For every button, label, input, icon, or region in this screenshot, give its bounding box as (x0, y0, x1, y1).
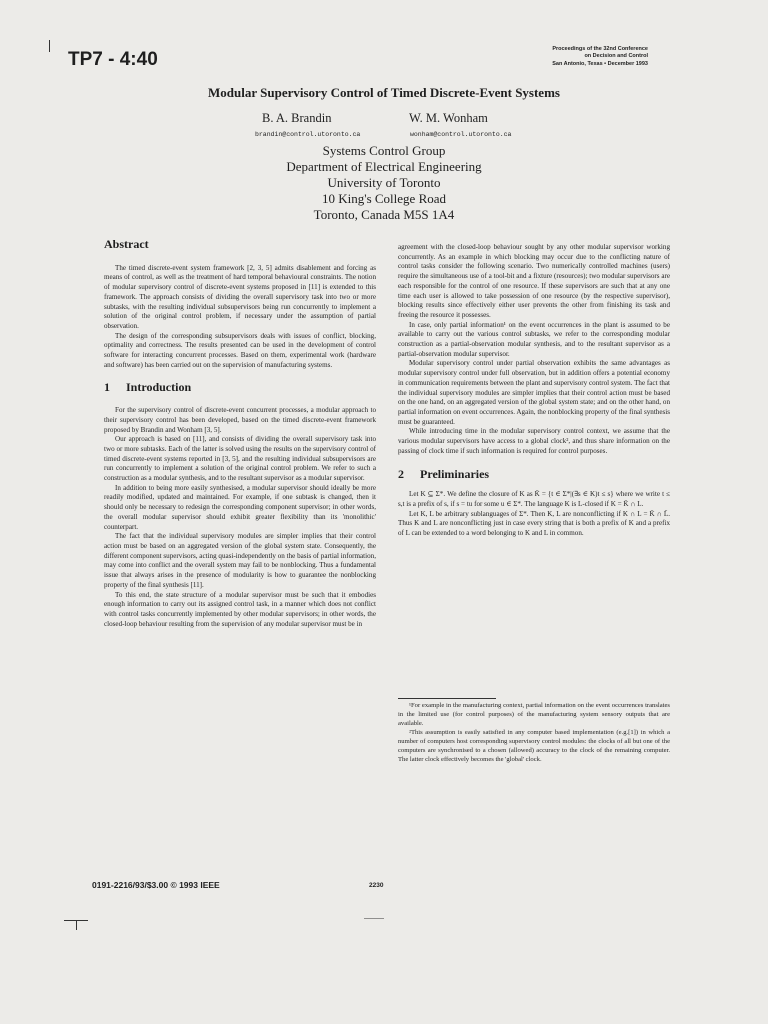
footnote: ¹For example in the manufacturing context, partial information on the event occurrences translates in the limited use (for control purposes) of the manufacturing system sensory outputs that are available. (398, 702, 670, 727)
author-email: brandin@control.utoronto.ca (255, 131, 361, 138)
left-column (104, 237, 376, 629)
body-paragraph: In case, only partial information¹ on the event occurrences in the plant is assumed to be available to carry out the various control subtasks, we refer to the corresponding modular construction as a partial-observation modular synthesis, and to the resultant supervisor as a partial-observation modular supervisor. (398, 320, 670, 358)
scan-mark (49, 40, 50, 52)
affiliation-line: Systems Control Group (322, 143, 446, 158)
footnote: ²This assumption is easily satisfied in any computer based implementation (e.g.[1]) in which a number of computers host corresponding supervisory control modules: the clocks of all but one of the computers are synchronised to a chosen (allowed) accuracy to the clock of the remaining computer. The latter clock effectively becomes the 'global' clock. (398, 729, 670, 763)
scan-mark (76, 921, 77, 930)
body-paragraph: To this end, the state structure of a modular supervisor must be such that it embodies enough information to carry out its assigned control task, in a manner which does not conflict with control tasks concurrently implemented by other modular supervisors; in other words, the closed-loop behaviour resulting from the supervision of any modular supervisor must be in (104, 590, 376, 628)
page-number: 2230 (369, 882, 384, 889)
body-paragraph: Modular supervisory control under partial observation exhibits the same advantages as modular supervisory control under full observation, but in addition offers a potential economy in communication requirements between the plant and supervisory control system. The fact that the individual supervisory modules are simpler implies that their control action must be based on the one hand, on an aggregated version of the global system state; and on the other hand, on partial information on event occurrences. Again, the nonblocking property of the final synthesis must be guaranteed. (398, 359, 670, 426)
section-title: Preliminaries (420, 467, 490, 482)
author-name: B. A. Brandin (262, 111, 332, 125)
proceedings-line: Proceedings of the 32nd Conference (552, 46, 648, 52)
affiliation-line: University of Toronto (327, 175, 441, 190)
body-paragraph: Our approach is based on [11], and consists of dividing the overall supervisory task into two or more subtasks. Each of the latter is solved using the results on the supervisory control of timed discrete-event systems reported in [3, 5], and the resulting individual subsupervisors are run concurrently to implement a solution of the original control problem. We refer to such a construction as a modular synthesis, and to the resultant supervisor as a modular supervisor. (104, 435, 376, 483)
footnotes (398, 701, 670, 764)
copyright-line: 0191-2216/93/$3.00 © 1993 IEEE (92, 880, 220, 890)
body-paragraph: Let K, L be arbitrary sublanguages of Σ*. Then K, L are nonconflicting if K ∩ L = K̄ ∩ L̄. Thus K and L are nonconflicting just in case every string that is both a prefix of K and a prefix of L can be extended to a word belonging to K and L in common. (398, 509, 670, 537)
right-column (398, 243, 670, 539)
affiliation (0, 143, 768, 223)
body-paragraph: The fact that the individual supervisory modules are simpler implies that their control action must be based on an aggregated version of the global system state. Consequently, the different component supervisors, acting quasi-independently on the basis of partial information, may come into conflict and the overall system may fail to be nonblocking. Thus a fundamental issue that always arises in the presence of modularity is how to guarantee the nonblocking property of the final synthesis [11]. (104, 532, 376, 589)
section-heading (398, 467, 670, 482)
body-paragraph: In addition to being more easily synthesised, a modular supervisor should ideally be more readily modified, updated and maintained. For example, if one subtask is changed, then it should only be necessary to redesign the corresponding component supervisor; in other words, the overall modular supervisor should exhibit greater flexibility than its 'monolithic' counterpart. (104, 483, 376, 531)
session-code: TP7 - 4:40 (68, 49, 158, 70)
body-paragraph: While introducing time in the modular supervisory control context, we assume that the various modular supervisors have access to a global clock², and thus share information on the passing of clock time if such information is required for control purposes. (398, 427, 670, 455)
author-name: W. M. Wonham (409, 111, 488, 125)
abstract-heading: Abstract (104, 237, 149, 251)
proceedings-line: on Decision and Control (584, 53, 648, 60)
body-paragraph: agreement with the closed-loop behaviour sought by any other modular supervisor working concurrently. As an example in which blocking may occur due to the conflicting nature of control tasks consider the following scenario. Two numerically controlled machines (users) require the simultaneous use of a tool-bit and a fixture (resources); two modular supervisors are each responsible for the control of one resource. If these supervisors are such that at any one time each user is allowed to take possession of one resource (by the respective supervisor), blocking results since effectively either user prevents the other from finishing its task and freeing the resource it possesses. (398, 243, 670, 319)
abstract-paragraph: The timed discrete-event system framework [2, 3, 5] admits disablement and forcing as means of control, as well as the treatment of hard temporal behavioural constraints. The notion of modular supervisory control of discrete-event systems proposed in [11] is extended to this framework. The approach consists of dividing the overall supervisory task into two or more subtasks, with the resulting individual subsupervisors being run concurrently to implement a solution of the original control problem, if necessary under the assumption of partial observation. (104, 263, 376, 330)
affiliation-line: 10 King's College Road (321, 191, 447, 206)
body-paragraph: Let K ⊆ Σ*. We define the closure of K as K̄ = {t ∈ Σ*|(∃s ∈ K)t ≤ s} where we write t ≤ s,t is a prefix of s, if s = tu for some u ∈ Σ*. The language K is L-closed if K = K̄ ∩ L. (398, 490, 670, 508)
affiliation-line: Toronto, Canada M5S 1A4 (313, 207, 455, 222)
abstract-paragraph: The design of the corresponding subsupervisors deals with issues of conflict, blocking, optimality and correctness. The results presented can be used in the development of control software for interacting concurrent processes. Based on them, experimental work (hardware and software) has been carried out on the supervision of manufacturing systems. (104, 331, 376, 369)
body-paragraph: For the supervisory control of discrete-event concurrent processes, a modular approach to their supervisory control has been developed, based on the timed discrete-event framework proposed by Brandin and Wonham [3, 5]. (104, 406, 376, 434)
affiliation-line: Department of Electrical Engineering (286, 159, 482, 174)
scan-mark (364, 918, 384, 919)
section-number: 2 (398, 467, 404, 482)
author-email: wonham@control.utoronto.ca (410, 131, 512, 138)
section-title: Introduction (126, 380, 192, 395)
proceedings-line: San Antonio, Texas • December 1993 (552, 60, 648, 67)
section-number: 1 (104, 380, 110, 395)
paper-title: Modular Supervisory Control of Timed Discrete-Event Systems (208, 85, 560, 100)
section-heading (104, 380, 376, 395)
proceedings-info (552, 46, 648, 68)
footnote-rule (398, 698, 496, 699)
